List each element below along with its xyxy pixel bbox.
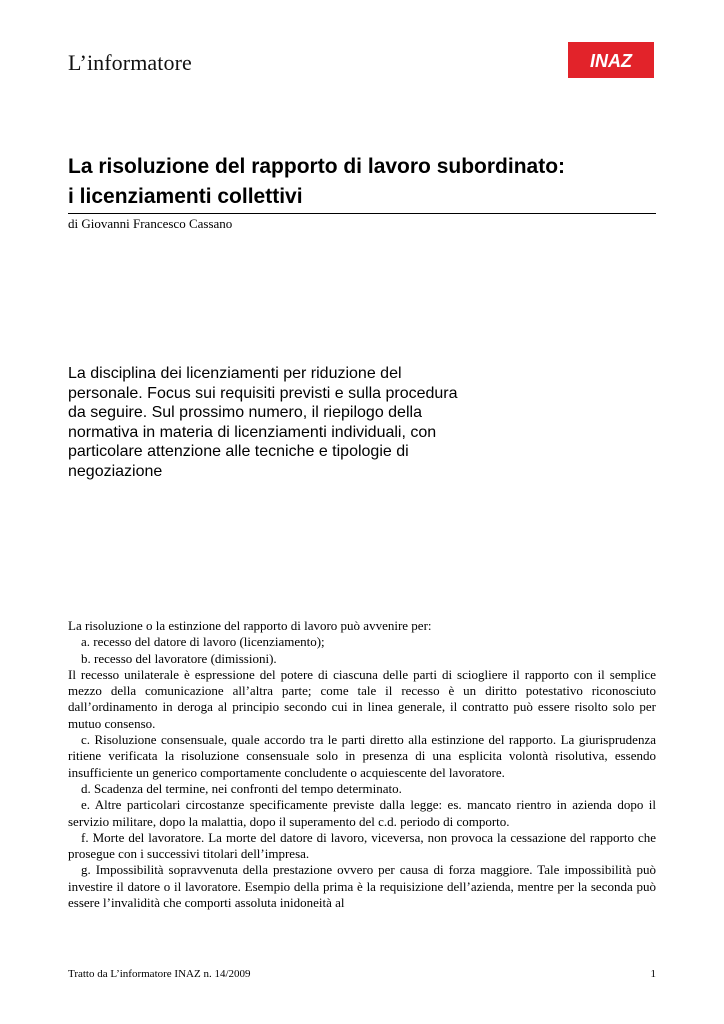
- article-body: [68, 618, 656, 911]
- list-item-b: b. recesso del lavoratore (dimissioni).: [81, 650, 277, 666]
- footer-source: Tratto da L’informatore INAZ n. 14/2009: [68, 968, 251, 980]
- page-number: 1: [650, 968, 656, 980]
- list-item-f: f. Morte del lavoratore. La morte del datore di lavoro, viceversa, non provoca la cessazione del rapporto che prosegue con i successivi titolari dell’impresa.: [68, 829, 656, 862]
- list-item-g: g. Impossibilità sopravvenuta della prestazione ovvero per causa di forza maggiore. Tale impossibilità può investire il datore o il lavoratore. Esempio della prima è la requisizione dell’azienda, mentre per la seconda può essere l’invalidità che comporti assoluta inidoneità al: [68, 862, 656, 911]
- byline: di Giovanni Francesco Cassano: [68, 216, 233, 231]
- inaz-logo-text: INAZ: [590, 51, 632, 71]
- list-item-a: a. recesso del datore di lavoro (licenziamento);: [81, 634, 325, 650]
- inaz-logo: [568, 42, 654, 78]
- list-item-e: e. Altre particolari circostanze specificamente previste dalla legge: es. mancato rientro in azienda dopo il servizio militare, dopo la malattia, dopo il superamento del c.d. periodo di comporto.: [68, 797, 656, 829]
- article-title: [68, 152, 658, 212]
- list-item-d: d. Scadenza del termine, nei confronti del tempo determinato.: [81, 780, 402, 796]
- body-paragraph: La risoluzione o la estinzione del rapporto di lavoro può avvenire per:: [68, 618, 432, 633]
- lead-paragraph: La disciplina dei licenziamenti per riduzione del personale. Focus sui requisiti previsti e sulla procedura da seguire. Sul prossimo numero, il riepilogo della normativa in materia di licenziamenti individuali, con particolare attenzione alle tecniche e tipologie di negoziazione: [68, 365, 458, 480]
- article-title-line-2: i licenziamenti collettivi: [68, 185, 303, 208]
- masthead-title: L’informatore: [68, 50, 192, 75]
- article-title-line-1: La risoluzione del rapporto di lavoro subordinato:: [68, 155, 566, 178]
- title-divider: [68, 213, 656, 214]
- body-paragraph: Il recesso unilaterale è espressione del potere di ciascuna delle parti di sciogliere il rapporto con il semplice mezzo della comunicazione all’altra parte; come tale il recesso è un diritto potestativo riconosciuto dall’ordinamento in deroga al principio secondo cui in linea generale, il contratto può essere risolto solo per mutuo consenso.: [68, 666, 656, 731]
- list-item-c: c. Risoluzione consensuale, quale accordo tra le parti diretto alla estinzione del rapporto. La giurisprudenza ritiene verificata la risoluzione consensuale solo in presenza di una esplicita volontà risolutiva, essendo insufficiente un generico comportamente concludente o acquiescente del lavoratore.: [68, 732, 656, 780]
